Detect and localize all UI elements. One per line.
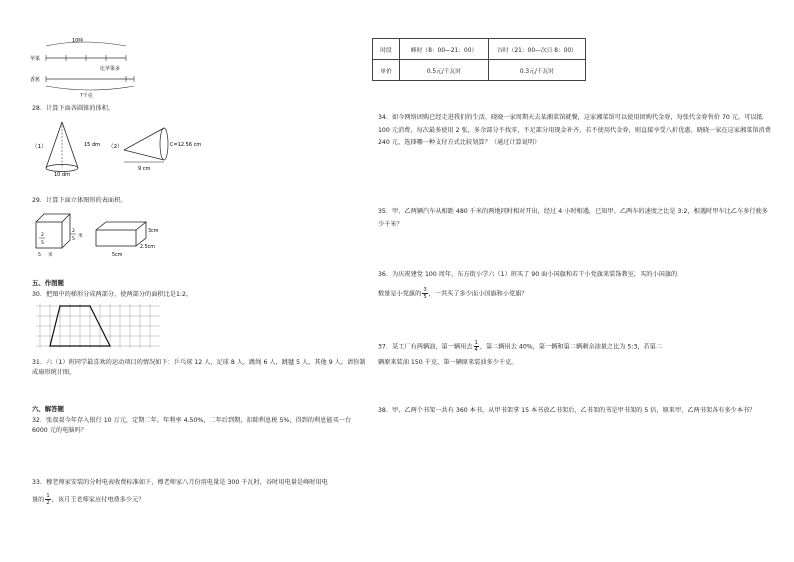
trapezoid-grid-svg	[36, 304, 160, 348]
q37-frac-num: 1	[474, 340, 478, 346]
question-36-line1: 36．为庆祝建党 100 周年，东方街小学六（1）班买了 90 面小国旗和若干小党旗来装饰教室，买的小国旗的	[378, 271, 678, 278]
q33-post: ，该月王老师家应付电费多少元？	[51, 496, 145, 504]
cone2-length: 9 cm	[138, 166, 151, 172]
cone1-diameter: 10 dm	[54, 172, 70, 178]
cube-frac-num-2: 2	[72, 229, 75, 234]
segment-diagram-svg	[30, 34, 140, 98]
cube-frac-num: 2	[41, 233, 44, 238]
cone-figures	[32, 118, 212, 178]
diagram-label-mid: 比苹果多	[100, 66, 121, 72]
q37-frac-den: 4	[474, 347, 478, 353]
cone2-tag: （2）	[108, 144, 123, 150]
tariff-table	[372, 38, 586, 81]
cone2-circumference: C=12.56 cm	[170, 142, 202, 148]
question-31: 31．六（1）班同学最喜欢的运动项目的情况如下：乒乓球 12 人，足球 8 人，跳绳 6 人，跳毽 5 人，其他 9 人。请你制成扇形统计图。	[32, 359, 366, 376]
q37-pre: 37．某工厂有两辆油，第一辆用去	[378, 343, 473, 351]
table-cell: 峰时（8：00—21：00）	[400, 39, 489, 60]
cube-unit: 米	[78, 234, 83, 239]
trapezoid-grid	[36, 304, 160, 348]
q37-post: ，第二辆用去 40%，第一辆和第二辆剩余油量之比为 5:3，若第二	[479, 343, 663, 351]
table-cell: 0.3元/千瓦时	[489, 60, 586, 81]
diagram-label-row1: 苹果	[30, 56, 41, 62]
q33-frac-den: 2	[46, 500, 50, 506]
cone1-height: 15 dm	[84, 142, 100, 148]
cube-frac-den: 5	[41, 241, 44, 246]
question-36-line2	[378, 287, 528, 300]
cuboid-height: 3cm	[148, 229, 159, 234]
cube-frac-den-2: 5	[72, 237, 75, 242]
diagram-label-bottom: ?千克	[80, 93, 93, 98]
section-5-heading: 五、作图题	[32, 279, 64, 287]
table-cell: 0.5元/千瓦时	[400, 60, 489, 81]
question-38: 38．甲、乙两个书架一共有 360 本书，从甲书架拿 15 本书放乙书架后，乙书架的书是甲书架的 5 倍，原来甲、乙两书架各有多少本书？	[378, 407, 756, 414]
question-29: 29．计算下面立体图形的表面积。	[32, 197, 127, 204]
cone1-tag: （1）	[32, 144, 47, 150]
question-32: 32．张叔叔今年存入银行 10 万元，定期二年，年利率 4.50%，二年后到期，扣除利息税 5%，得到的利息能买一台 6000 元的电脑吗？	[32, 417, 352, 434]
solid-figures	[32, 210, 172, 260]
q33-frac-num: 1	[46, 493, 50, 499]
question-33-line1: 33．穆老师家安装的分时电表收费标准如下，穆老师家八月份用电量是 300 千瓦时，谷时用电量是峰时用电	[32, 479, 328, 486]
question-37-line1	[378, 340, 662, 353]
cone-figures-svg	[32, 118, 212, 178]
cuboid-length: 5cm	[112, 253, 123, 258]
question-28: 28．计算下面各圆锥的体积。	[32, 105, 115, 112]
q36-post: ，一共买了多少面小国旗和小党旗？	[428, 290, 528, 298]
question-34: 34．如今网络团购已经走进我们的生活，晓晓一家周期天去某湘菜馆就餐，这家湘菜馆可以使用团购代金券，每张代金券售价 70 元，可以抵 100 元消费，每次最多使用 2 张，多余部分不找零，不足部分用现金补齐，若不使用代金券，则直接享受八折优惠。晓晓一家在这家湘菜馆消费 240 元，选择哪一种支付方式比较划算？（通过计算说明）	[378, 114, 771, 146]
q33-pre: 量的	[32, 496, 45, 504]
segment-diagram	[30, 34, 140, 98]
q36-frac-num: 3	[423, 287, 427, 293]
cuboid-width: 2.5cm	[140, 245, 155, 250]
q37-fraction	[474, 340, 479, 353]
question-30: 30．把图中的梯形分成两部分，使两部分的面积比是1:2。	[32, 291, 193, 298]
table-row	[373, 60, 586, 81]
diagram-label-row2: 香蕉	[30, 77, 41, 83]
question-33-line2	[32, 493, 145, 506]
question-37-line2: 辆原来装油 150 千克，第一辆原来装油多少千克。	[378, 359, 518, 366]
cube-unit-bottom: 米	[48, 253, 53, 258]
cube-frac-bottom: 5	[38, 253, 41, 258]
q36-fraction	[422, 287, 427, 300]
section-6-heading: 六、解答题	[32, 405, 64, 413]
diagram-label-top: 10吨	[72, 38, 84, 44]
question-35: 35．甲、乙两辆汽车从相距 480 千米的两地同时相对开出，经过 4 小时相遇，已知甲、乙两车的速度之比是 3:2，相遇时甲车比乙车多行驶多少千米？	[378, 208, 768, 228]
table-cell: 时段	[373, 39, 400, 60]
q36-frac-den: 5	[423, 294, 427, 300]
table-cell: 谷时（21：00—次日 8：00）	[489, 39, 586, 60]
q36-pre: 数量是小党旗的	[378, 290, 422, 298]
table-row	[373, 39, 586, 60]
table-cell: 单价	[373, 60, 400, 81]
tariff-table-wrap	[372, 38, 586, 81]
q33-fraction	[45, 493, 50, 506]
solid-figures-svg	[32, 210, 172, 260]
